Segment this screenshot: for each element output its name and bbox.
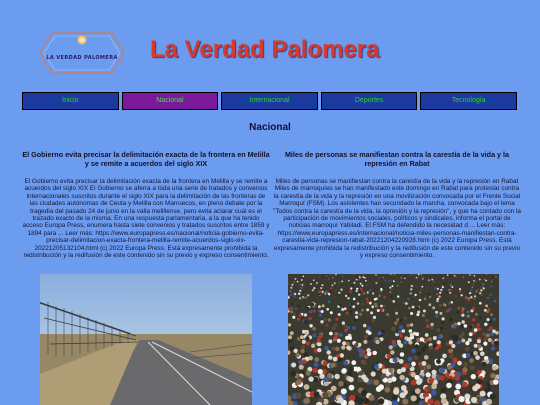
border-fence-road-photo[interactable] [40, 274, 252, 405]
crowd-protest-photo[interactable] [288, 274, 499, 405]
site-logo[interactable] [34, 30, 130, 76]
article-title[interactable]: El Gobierno evita precisar la delimitación exacta de la frontera en Melilla y se remite a acuerdos del siglo XIX [22, 150, 270, 168]
nav-item-deportes[interactable]: Deportes [321, 92, 418, 110]
article-rabat [272, 150, 522, 259]
article-body: Miles de personas se manifiestan contra la carestía de la vida y la represión en Rabat Miles de marroquíes se han manifestado este domingo en Rabat para protestar contra la carestía de la vida y la represión en una movilización convocada por el Frente Social Marroquí (FSM). Los asistentes han secundado la marcha, convocada bajo el lema "Todos contra la carestía de la vida, la opresión y la represión", y que ha contado con la participación de movimientos sociales, políticos y sindicales, informa el portal de noticias marroquí Yabiladi. El FSM ha defendido la necesidad d ... Leer más: https://www.europapress.es/internacional/noticia-miles-personas-manifiestan-contra-carestia-vida-represion-rabat-20221204220928.html (c) 2022 Europa Press. Está expresamente prohibida la redistribución y la redifusión de este contenido sin su previo y expreso consentimiento. [273, 178, 521, 260]
article-body: El Gobierno evita precisar la delimitación exacta de la frontera en Melilla y se remite a acuerdos del siglo XIX El Gobierno se aferra a toda una serie de tratados y convenios internacionales suscritos durante el siglo XIX para la delimitación de las fronteras de las ciudades autónomas de Ceuta y Melilla con Marruecos, en pleno debate por la tragedia del pasado 24 de junio en la valla melillense, pero evita aclarar cuál es el trazado exacto de la misma. En una respuesta parlamentaria, a la que ha tenido acceso Europa Press, enumera hasta siete convenios y tratados suscritos entre 1859 y 1894 para ... Leer más: https://www.europapress.es/nacional/noticia-gobierno-evita-precisar-delimitacion-exacta-frontera-melilla-remite-acuerdos-siglo-xix-20221205132104.html (c) 2022 Europa Press. Está expresamente prohibida la redistribución y la redifusión de este contenido sin su previo y expreso consentimiento. [22, 178, 270, 260]
nav-item-nacional[interactable]: Nacional [122, 92, 219, 110]
nav-item-inicio[interactable]: Inicio [22, 92, 119, 110]
article-title[interactable]: Miles de personas se manifiestan contra la carestía de la vida y la represión en Rabat [284, 150, 510, 168]
main-nav [22, 92, 517, 110]
site-title: La Verdad Palomera [150, 36, 380, 63]
nav-item-internacional[interactable]: Internacional [221, 92, 318, 110]
logo-hexagon-icon [34, 30, 130, 76]
nav-item-tecnologia[interactable]: Tecnología [420, 92, 517, 110]
article-melilla [22, 150, 270, 259]
logo-text: LA VERDAD PALOMERA [46, 55, 118, 61]
section-title: Nacional [249, 122, 291, 133]
